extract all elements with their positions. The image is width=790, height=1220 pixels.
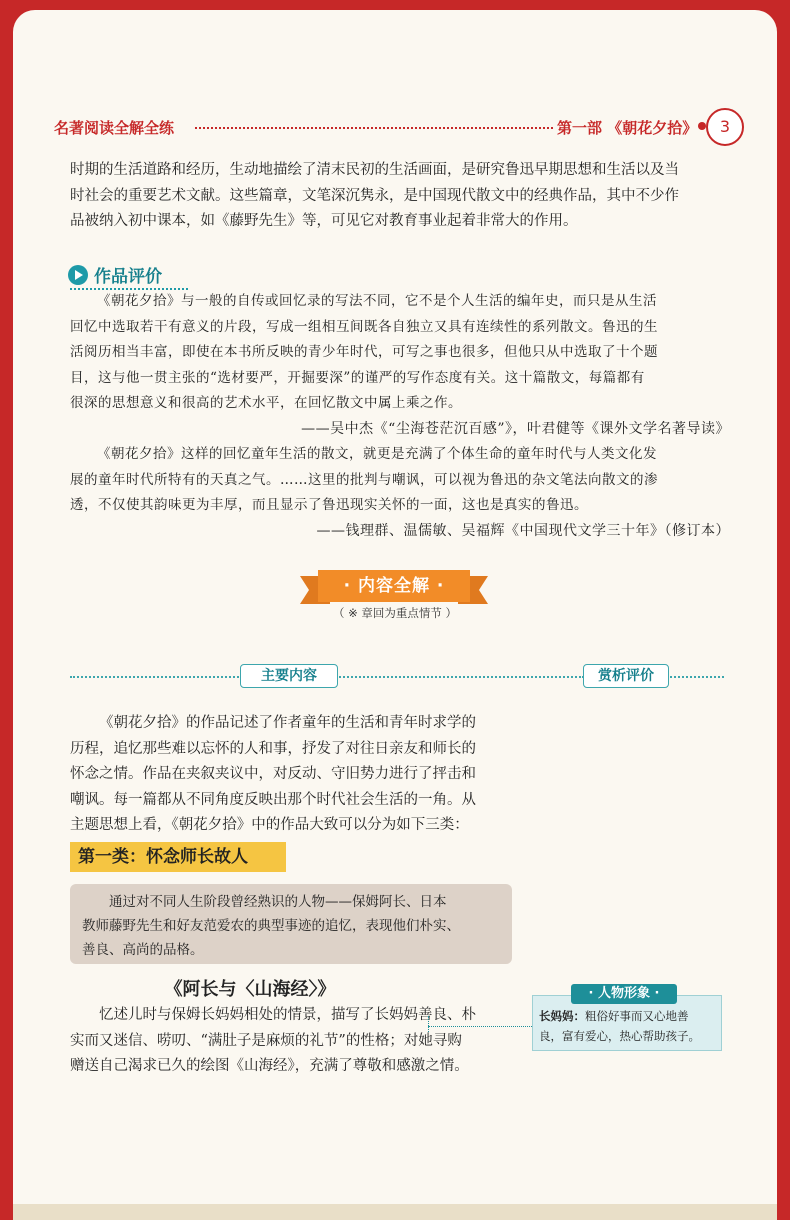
essay-title: 《阿长与〈山海经〉》: [164, 979, 336, 1000]
intro-paragraph: [70, 158, 730, 235]
quote-line: 透，不仅使其韵味更为丰厚，而且显示了鲁迅现实关怀的一面，这也是真实的鲁迅。: [70, 497, 588, 513]
section-banner-note: （ ※ 章回为重点情节 ）: [332, 606, 458, 620]
essay-line: 实而又迷信、唠叨、“满肚子是麻烦的礼节”的性格；对她寻购: [70, 1032, 462, 1049]
section-banner-title: · 内容全解 ·: [318, 570, 470, 602]
intro-line: 时期的生活道路和经历，生动地描绘了清末民初的生活画面，是研究鲁迅早期思想和生活以及当: [70, 162, 679, 178]
main-line: 嘲讽。每一篇都从不同角度反映出那个时代社会生活的一角。从: [70, 791, 476, 808]
character-note-text-1: 粗俗好事而又心地善: [585, 1009, 689, 1023]
section-banner: [306, 570, 482, 606]
essay-line: 赠送自己渴求已久的绘图《山海经》，充满了尊敬和感激之情。: [70, 1058, 469, 1074]
quote-line: 回忆中选取若干有意义的片段，写成一组相互间既各自独立又具有连续性的系列散文。鲁迅的生: [70, 318, 658, 335]
tab-rule-right: [666, 676, 724, 678]
category-line: 通过对不同人生阶段曾经熟识的人物——保姆阿长、日本: [109, 894, 447, 910]
main-content-paragraph: [70, 711, 520, 839]
header-bullet-icon: [698, 122, 706, 130]
quote-line: 《朝花夕拾》与一般的自传或回忆录的写法不同，它不是个人生活的编年史，而只是从生活: [97, 293, 657, 309]
character-note-label: · 人物形象 ·: [571, 984, 677, 1004]
essay-line: 忆述儿时与保姆长妈妈相处的情景，描写了长妈妈善良、朴: [99, 1007, 476, 1023]
annotation-connector: [428, 1026, 532, 1027]
main-line: 主题思想上看，《朝花夕拾》中的作品大致可以分为如下三类：: [70, 817, 469, 833]
tab-main-content: 主要内容: [240, 664, 338, 688]
header-book-title: 名著阅读全解全练: [54, 119, 175, 137]
header-dotted-rule: [195, 127, 553, 129]
page-bottom-band: [13, 1204, 777, 1220]
quote-line: 很深的思想意义和很高的艺术水平，在回忆散文中属上乘之作。: [70, 395, 462, 411]
quote-line: 《朝花夕拾》这样的回忆童年生活的散文，就更是充满了个体生命的童年时代与人类文化发: [97, 446, 657, 462]
main-line: 历程，追忆那些难以忘怀的人和事，抒发了对往日亲友和师长的: [70, 740, 476, 757]
character-note-text-2: 良，富有爱心，热心帮助孩子。: [539, 1029, 700, 1043]
main-line: 《朝花夕拾》的作品记述了作者童年的生活和青年时求学的: [99, 715, 476, 731]
evaluation-heading: [68, 262, 162, 287]
tab-analysis: 赏析评价: [583, 664, 669, 688]
quote-line: 展的童年时代所特有的天真之气。……这里的批判与嘲讽，可以视为鲁迅的杂文笔法向散文的渗: [70, 471, 658, 488]
main-line: 怀念之情。作品在夹叙夹议中，对反动、守旧势力进行了抨击和: [70, 766, 476, 782]
play-circle-icon: [68, 265, 88, 285]
category-line: 教师藤野先生和好友范爱农的典型事迹的追忆，表现他们朴实、: [82, 918, 460, 934]
character-name: 长妈妈：: [539, 1009, 585, 1023]
evaluation-quote-1: [70, 289, 730, 544]
character-note-line-1: [539, 1006, 715, 1026]
page-number: 3: [706, 108, 744, 146]
header-chapter-title: 第一部 《朝花夕拾》: [557, 119, 698, 137]
evaluation-title: 作品评价: [94, 267, 162, 287]
quote-line: 活阅历相当丰富，即使在本书所反映的青少年时代，可写之事也很多，但他只从中选取了十个题: [70, 344, 658, 360]
intro-line: 时社会的重要艺术文献。这些篇章，文笔深沉隽永，是中国现代散文中的经典作品，其中不少作: [70, 187, 679, 204]
essay-summary: [70, 1003, 520, 1080]
quote-source: ——钱理群、温儒敏、吴福辉《中国现代文学三十年》（修订本）: [316, 522, 730, 539]
annotation-connector-vertical: [428, 1016, 429, 1032]
category-1-title: 第一类：怀念师长故人: [70, 842, 286, 872]
category-line: 善良、高尚的品格。: [82, 942, 204, 958]
tab-rule-left: [70, 676, 242, 678]
quote-line: 目，这与他一贯主张的“选材要严，开掘要深”的谨严的写作态度有关。这十篇散文，每篇都有: [70, 369, 645, 386]
tab-rule-middle: [336, 676, 584, 678]
quote-source: ——吴中杰《“尘海苍茫沉百感”》，叶君健等《课外文学名著导读》: [301, 420, 730, 437]
category-1-description: [70, 884, 512, 964]
intro-line: 品被纳入初中课本，如《藤野先生》等，可见它对教育事业起着非常大的作用。: [70, 213, 578, 229]
